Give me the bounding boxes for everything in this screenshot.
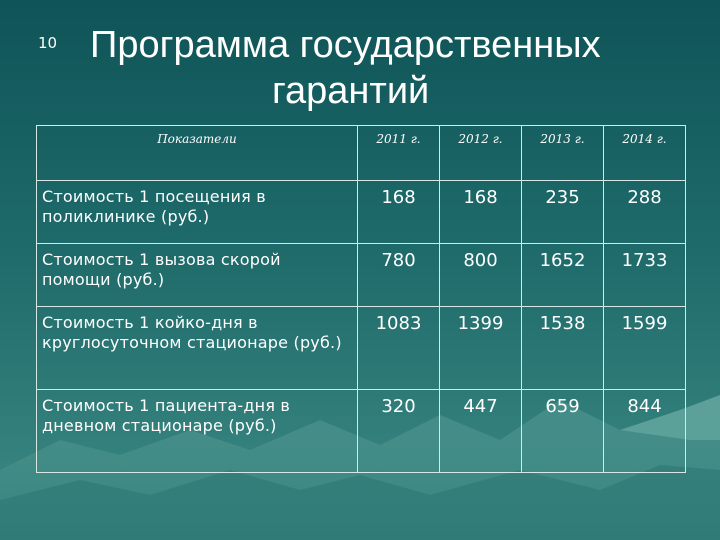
cell-value: 1083 [358, 307, 440, 390]
header-2014: 2014 г. [604, 126, 686, 181]
table-row [37, 181, 686, 244]
cell-value: 659 [522, 390, 604, 473]
cell-value: 235 [522, 181, 604, 244]
cell-value: 1599 [604, 307, 686, 390]
slide-number: 10 [38, 34, 58, 52]
row-label: Стоимость 1 посещения в поликлинике (руб.) [37, 181, 358, 244]
table-row [37, 390, 686, 473]
cell-value: 288 [604, 181, 686, 244]
row-label: Стоимость 1 вызова скорой помощи (руб.) [37, 244, 358, 307]
row-label: Стоимость 1 пациента-дня в дневном стационаре (руб.) [37, 390, 358, 473]
slide-title-line-1: Программа государственных [90, 24, 601, 66]
header-indicators: Показатели [37, 126, 358, 181]
cell-value: 1652 [522, 244, 604, 307]
table-header-row [37, 126, 686, 181]
cell-value: 800 [440, 244, 522, 307]
cell-value: 168 [440, 181, 522, 244]
table-row [37, 307, 686, 390]
guarantees-table [36, 125, 686, 473]
cell-value: 1733 [604, 244, 686, 307]
row-label: Стоимость 1 койко-дня в круглосуточном стационаре (руб.) [37, 307, 358, 390]
cell-value: 844 [604, 390, 686, 473]
cell-value: 168 [358, 181, 440, 244]
slide-title-line-2: гарантий [272, 70, 430, 112]
table-row [37, 244, 686, 307]
cell-value: 1538 [522, 307, 604, 390]
cell-value: 780 [358, 244, 440, 307]
header-2013: 2013 г. [522, 126, 604, 181]
cell-value: 447 [440, 390, 522, 473]
header-2011: 2011 г. [358, 126, 440, 181]
cell-value: 1399 [440, 307, 522, 390]
header-2012: 2012 г. [440, 126, 522, 181]
slide-title [90, 22, 690, 114]
cell-value: 320 [358, 390, 440, 473]
